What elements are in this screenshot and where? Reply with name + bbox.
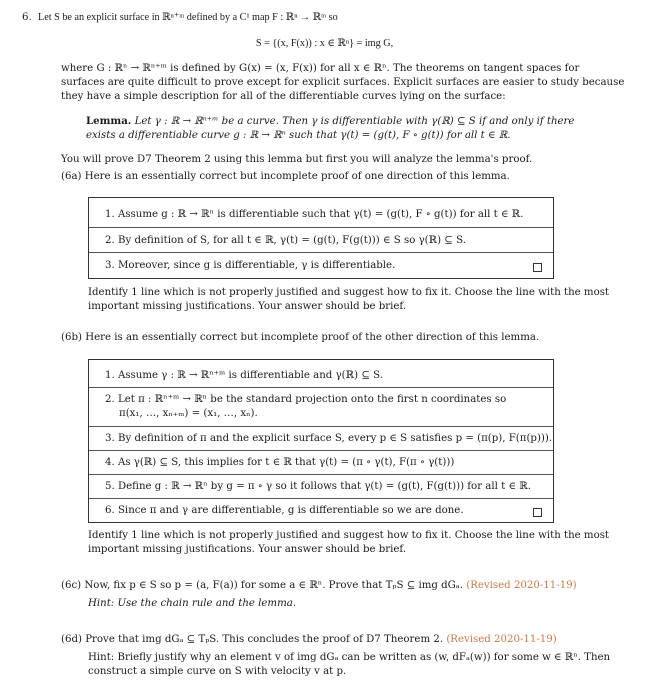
surface-definition-display: S = {(x, F(x)) : x ∈ ℝⁿ} = img G, — [255, 38, 394, 49]
part-6c-header — [61, 579, 577, 593]
lemma-label: Lemma. — [86, 115, 132, 127]
qed-square-icon — [533, 263, 542, 272]
lemma-text-1: Let γ : ℝ → ℝⁿ⁺ᵐ be a curve. Then γ is differentiable with γ(ℝ) ⊆ S if and only if there — [134, 116, 575, 127]
lemma-line-2: exists a differentiable curve g : ℝ → ℝⁿ such that γ(t) = (g(t), F ∘ g(t)) for all t ∈ ℝ. — [86, 130, 511, 141]
part-6a-label: (6a) — [61, 171, 82, 182]
proof-step: 6. Since π and γ are differentiable, g is differentiable so we are done. — [105, 505, 464, 516]
part-6d-text: Prove that img dGₐ ⊆ TₚS. This concludes the proof of D7 Theorem 2. — [85, 634, 444, 645]
identify-6a-line-1: Identify 1 line which is not properly justified and suggest how to fix it. Choose the line with the most — [88, 287, 610, 298]
part-6a-text: Here is an essentially correct but incomplete proof of one direction of this lemma. — [84, 171, 510, 182]
lemma-line-1 — [86, 115, 574, 129]
part-6b-text: Here is an essentially correct but incomplete proof of the other direction of this lemma. — [85, 332, 540, 343]
identify-6b-line-2: important missing justifications. Your answer should be brief. — [88, 544, 407, 555]
qed-square-icon — [533, 508, 542, 517]
part-6b-label: (6b) — [61, 332, 82, 343]
part-6d-label: (6d) — [61, 634, 82, 645]
proof-step-multiline — [89, 388, 553, 427]
proof-step: 5. Define g : ℝ → ℝⁿ by g = π ∘ γ so it follows that γ(t) = (g(t), F(g(t))) for all t ∈ ℝ. — [89, 475, 553, 499]
proof-step-continuation: π(x₁, …, xₙ₊ₘ) = (x₁, …, xₙ). — [119, 407, 258, 419]
part-6d-hint-line-1: Hint: Briefly justify why an element v of img dGₐ can be written as (w, dFₐ(w)) for some w ∈ ℝⁿ. Then — [88, 652, 611, 663]
part-6c-text: Now, fix p ∈ S so p = (a, F(a)) for some a ∈ ℝⁿ. Prove that TₚS ⊆ img dGₐ. — [84, 580, 463, 591]
question-intro: Let S be an explicit surface in ℝⁿ⁺ᵐ defined by a C¹ map F : ℝⁿ → ℝᵐ so — [38, 12, 338, 23]
where-line-3: they have a simple description for all of the differentiable curves lying on the surface: — [61, 91, 506, 102]
proof-box-6b — [88, 359, 554, 523]
proof-step: 2. By definition of S, for all t ∈ ℝ, γ(t) = (g(t), F(g(t))) ∈ S so γ(ℝ) ⊆ S. — [89, 228, 553, 253]
proof-step: 3. By definition of π and the explicit surface S, every p ∈ S satisfies p = (π(p), F(π(p))). — [89, 427, 553, 451]
part-6b-header — [61, 331, 539, 345]
where-line-2: surfaces are quite difficult to prove except for explicit surfaces. Explicit surfaces are easier to study because — [61, 77, 625, 88]
part-6d-header — [61, 633, 557, 647]
revised-note: (Revised 2020-11-19) — [466, 580, 577, 591]
proof-box-6a — [88, 197, 554, 279]
proof-step: 3. Moreover, since g is differentiable, γ is differentiable. — [105, 260, 396, 271]
proof-step: 4. As γ(ℝ) ⊆ S, this implies for t ∈ ℝ that γ(t) = (π ∘ γ(t), F(π ∘ γ(t))) — [89, 451, 553, 475]
where-line-1: where G : ℝⁿ → ℝⁿ⁺ᵐ is defined by G(x) = (x, F(x)) for all x ∈ ℝⁿ. The theorems on tangent spaces for — [61, 63, 580, 74]
part-6c-label: (6c) — [61, 580, 82, 591]
part-6a-header — [61, 170, 510, 184]
part-6d-hint-line-2: construct a simple curve on S with velocity v at p. — [88, 666, 347, 677]
proof-step: 1. Assume g : ℝ → ℝⁿ is differentiable such that γ(t) = (g(t), F ∘ g(t)) for all t ∈ ℝ. — [89, 198, 553, 228]
part-6c-hint: Hint: Use the chain rule and the lemma. — [88, 598, 297, 609]
identify-6b-line-1: Identify 1 line which is not properly justified and suggest how to fix it. Choose the line with the most — [88, 530, 610, 541]
question-number: 6. — [22, 12, 32, 23]
identify-6a-line-2: important missing justifications. Your answer should be brief. — [88, 301, 407, 312]
revised-note: (Revised 2020-11-19) — [446, 634, 557, 645]
prove-line: You will prove D7 Theorem 2 using this lemma but first you will analyze the lemma's proof. — [61, 154, 533, 165]
proof-step: 2. Let π : ℝⁿ⁺ᵐ → ℝⁿ be the standard projection onto the first n coordinates so — [105, 394, 507, 405]
proof-step: 1. Assume γ : ℝ → ℝⁿ⁺ᵐ is differentiable and γ(ℝ) ⊆ S. — [89, 360, 553, 388]
